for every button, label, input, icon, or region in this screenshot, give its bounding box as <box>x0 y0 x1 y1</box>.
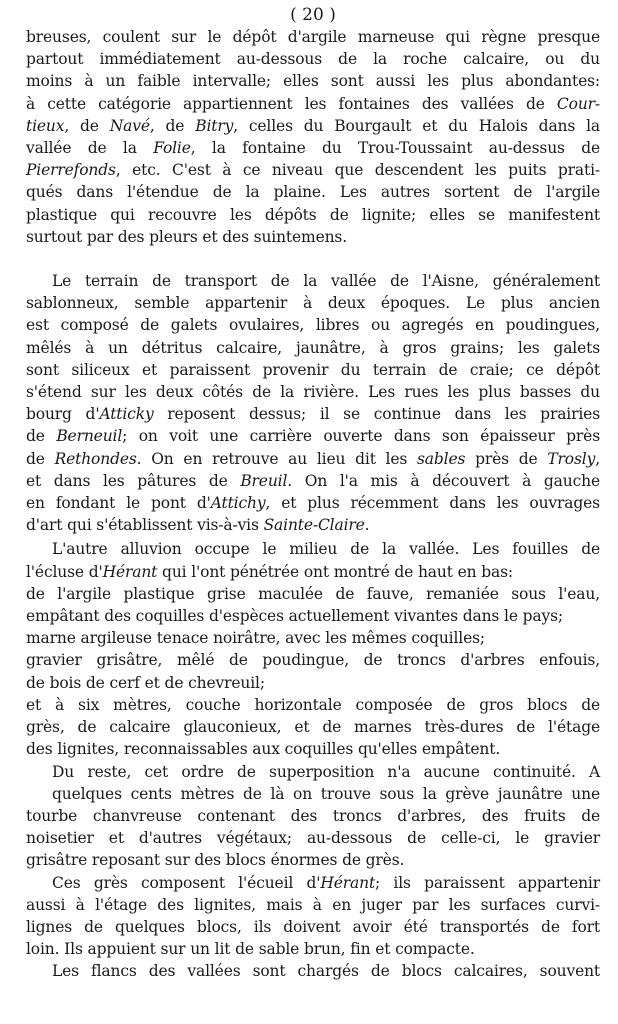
text-segment: de <box>26 427 57 446</box>
text-segment: bourg d' <box>26 405 100 424</box>
text-line <box>26 649 600 671</box>
text-segment: qués dans l'étendue de la plaine. Les autres sortent de l'argile <box>26 183 600 202</box>
text-segment: d'art qui s'établissent vis-à-vis <box>26 516 264 535</box>
text-segment: , etc. C'est à ce niveau que descendent les puits prati- <box>115 161 600 180</box>
italic-segment: Hérant <box>320 873 376 892</box>
text-line <box>26 672 600 694</box>
italic-segment: Hérant <box>102 562 158 581</box>
text-segment: . On en retrouve au lieu dit les <box>136 449 417 468</box>
italic-segment: Attichy <box>210 494 266 513</box>
text-segment: Les flancs des vallées sont chargés de blocs calcaires, souvent <box>52 962 600 981</box>
text-line <box>26 849 600 871</box>
text-segment: qui l'ont pénétrée ont montré de haut en bas: <box>157 562 513 581</box>
text-line <box>26 561 600 583</box>
text-line <box>26 827 600 849</box>
text-segment: est composé de galets ovulaires, libres ou agregés en poudingues, <box>26 316 600 335</box>
text-segment: de l'argile plastique grise maculée de fauve, remaniée sous l'eau, <box>26 584 600 603</box>
text-line <box>26 270 600 292</box>
italic-segment: Folie <box>153 139 191 158</box>
text-line <box>26 359 600 381</box>
text-line <box>26 448 600 470</box>
text-line <box>26 761 600 783</box>
italic-segment: Atticky <box>99 405 154 424</box>
text-line <box>26 425 600 447</box>
text-segment: quelques cents mètres de là on trouve sous la grève jaunâtre une <box>52 784 600 803</box>
text-segment: L'autre alluvion occupe le milieu de la vallée. Les fouilles de <box>52 540 600 559</box>
text-segment: reposent dessus; il se continue dans les prairies <box>153 405 600 424</box>
text-segment: , celles du Bourgault et du Halois dans la <box>233 116 600 135</box>
text-segment: , la fontaine du Trou-Toussaint au-dessus de <box>190 139 600 158</box>
text-segment: en fondant le pont d' <box>26 494 211 513</box>
italic-segment: Berneuil <box>56 427 123 446</box>
text-line <box>26 960 600 982</box>
text-segment: tourbe chanvreuse contenant des troncs d'arbres, des fruits de <box>26 806 600 825</box>
text-segment: l'écluse d' <box>26 562 103 581</box>
italic-segment: Trosly <box>547 449 596 468</box>
text-line <box>26 226 600 248</box>
text-line <box>26 70 600 92</box>
text-segment: moins à un faible intervalle; elles sont aussi les plus abondantes: <box>26 72 600 91</box>
text-line <box>26 583 600 605</box>
text-line <box>26 716 600 738</box>
text-segment: , de <box>64 116 110 135</box>
text-segment: marne argileuse tenace noirâtre, avec les mêmes coquilles; <box>26 629 485 648</box>
text-line <box>26 204 600 226</box>
text-line <box>26 337 600 359</box>
text-segment: partout immédiatement au-dessous de la roche calcaire, ou du <box>26 50 600 69</box>
text-line <box>26 381 600 403</box>
text-line <box>26 872 600 894</box>
text-segment: Du reste, cet ordre de superposition n'a aucune continuité. A <box>52 762 600 781</box>
text-segment: , et plus récemment dans les ouvrages <box>265 494 600 513</box>
text-segment: ; ils paraissent appartenir <box>375 873 600 892</box>
text-segment: gravier grisâtre, mêlé de poudingue, de troncs d'arbres enfouis, <box>26 651 600 670</box>
text-segment: noisetier et d'autres végétaux; au-dessous de celle-ci, le gravier <box>26 829 600 848</box>
text-segment: , <box>595 449 600 468</box>
text-segment: sablonneux, semble appartenir à deux époques. Le plus ancien <box>26 294 600 313</box>
text-segment: à cette catégorie appartiennent les fontaines des vallées de <box>26 94 557 113</box>
text-line <box>26 48 600 70</box>
text-segment: et dans les pâtures de <box>26 471 241 490</box>
text-line <box>26 470 600 492</box>
text-segment: ; on voit une carrière ouverte dans son épaisseur près <box>122 427 601 446</box>
italic-segment: Breuil <box>240 471 288 490</box>
text-line <box>26 159 600 181</box>
body-text <box>26 26 600 983</box>
italic-segment: Navé <box>109 116 150 135</box>
text-line <box>26 894 600 916</box>
text-segment: sont siliceux et paraissent provenir du terrain de craie; ce dépôt <box>26 360 600 379</box>
text-line <box>26 694 600 716</box>
text-line <box>26 314 600 336</box>
text-segment: s'étend sur les deux côtés de la rivière. Les rues les plus basses du <box>26 383 600 402</box>
text-line <box>26 292 600 314</box>
text-segment: mêlés à un détritus calcaire, jaunâtre, à gros grains; les galets <box>26 338 600 357</box>
text-segment: aussi à l'étage des lignites, mais à en juger par les surfaces curvi- <box>26 895 600 914</box>
paragraph-gap <box>26 248 600 270</box>
text-segment: Le terrain de transport de la vallée de l'Aisne, généralement <box>52 272 600 291</box>
text-line <box>26 93 600 115</box>
text-line <box>26 403 600 425</box>
text-segment: loin. Ils appuient sur un lit de sable brun, fin et compacte. <box>26 940 475 959</box>
italic-segment: sables <box>417 449 466 468</box>
italic-segment: Pierrefonds <box>26 161 116 180</box>
text-line <box>26 783 600 805</box>
italic-segment: Sainte-Claire <box>263 516 365 535</box>
text-line <box>26 738 600 760</box>
text-segment: grès, de calcaire glauconieux, et de marnes très-dures de l'étage <box>26 718 600 737</box>
text-segment: surtout par des pleurs et des suintemens. <box>26 227 348 246</box>
text-line <box>26 916 600 938</box>
text-line <box>26 181 600 203</box>
text-segment: près de <box>465 449 548 468</box>
text-segment: et à six mètres, couche horizontale composée de gros blocs de <box>26 695 600 714</box>
text-line <box>26 805 600 827</box>
italic-segment: Bitry <box>195 116 234 135</box>
text-segment: breuses, coulent sur le dépôt d'argile marneuse qui règne presque <box>26 28 600 46</box>
text-segment: lignes de quelques blocs, ils doivent avoir été transportés de fort <box>26 917 600 936</box>
text-segment: Ces grès composent l'écueil d' <box>52 873 321 892</box>
text-line <box>26 514 600 536</box>
text-segment: de <box>26 449 55 468</box>
text-segment: plastique qui recouvre les dépôts de lignite; elles se manifestent <box>26 205 600 224</box>
italic-segment: tieux <box>26 116 65 135</box>
text-segment: empâtant des coquilles d'espèces actuellement vivantes dans le pays; <box>26 607 563 626</box>
text-segment: . <box>364 516 370 535</box>
text-segment: , de <box>149 116 196 135</box>
italic-segment: Rethondes <box>54 449 137 468</box>
text-line <box>26 492 600 514</box>
page-number: ( 20 ) <box>290 5 336 25</box>
text-line <box>26 137 600 159</box>
text-line <box>26 605 600 627</box>
text-segment: grisâtre reposant sur des blocs énormes de grès. <box>26 851 405 870</box>
text-segment: des lignites, reconnaissables aux coquilles qu'elles empâtent. <box>26 740 501 759</box>
text-segment: de bois de cerf et de chevreuil; <box>26 673 265 692</box>
italic-segment: Cour- <box>556 94 600 113</box>
text-line <box>26 627 600 649</box>
text-line <box>26 538 600 560</box>
text-line <box>26 938 600 960</box>
text-segment: . On l'a mis à découvert à gauche <box>287 471 600 490</box>
text-segment: vallée de la <box>26 139 154 158</box>
text-line <box>26 115 600 137</box>
text-line <box>26 26 600 48</box>
